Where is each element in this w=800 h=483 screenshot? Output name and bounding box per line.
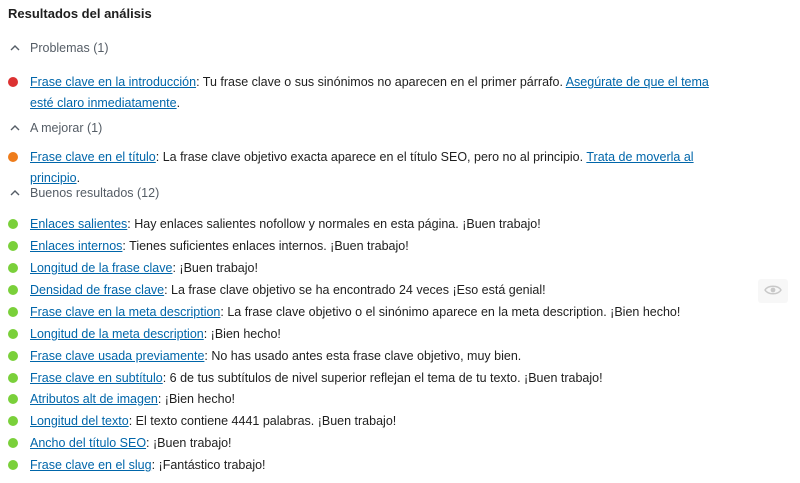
result-link[interactable]: Atributos alt de imagen [30, 392, 158, 406]
result-action-link[interactable]: Trata de moverla al principio [30, 150, 694, 185]
result-item [8, 324, 728, 345]
result-item [8, 302, 728, 323]
result-item [8, 258, 728, 279]
status-dot-icon [8, 307, 18, 317]
result-item [8, 214, 728, 235]
result-link[interactable]: Frase clave en la meta description [30, 305, 221, 319]
chevron-up-icon [8, 121, 22, 135]
section-toggle-0[interactable] [8, 38, 109, 58]
result-description: : ¡Buen trabajo! [146, 436, 232, 450]
result-link[interactable]: Enlaces internos [30, 239, 123, 253]
status-dot-icon [8, 241, 18, 251]
result-text [30, 258, 728, 279]
result-text [30, 411, 728, 432]
result-text [30, 433, 728, 454]
result-link[interactable]: Frase clave en subtítulo [30, 371, 163, 385]
result-item [8, 236, 728, 257]
result-description: : El texto contiene 4441 palabras. ¡Buen trabajo! [128, 414, 397, 428]
result-link[interactable]: Ancho del título SEO [30, 436, 147, 450]
result-link[interactable]: Frase clave en el título [30, 150, 156, 164]
chevron-up-icon [8, 186, 22, 200]
result-description: : ¡Fantástico trabajo! [151, 458, 266, 472]
status-dot-icon [8, 285, 18, 295]
result-item [8, 368, 728, 389]
result-item [8, 455, 728, 476]
result-description: : Tu frase clave o sus sinónimos no aparecen en el primer párrafo. [196, 75, 566, 89]
result-text [30, 455, 728, 476]
result-link[interactable]: Longitud de la frase clave [30, 261, 173, 275]
result-description: : Hay enlaces salientes nofollow y normales en esta página. ¡Buen trabajo! [127, 217, 541, 231]
section-label: Buenos resultados (12) [30, 186, 160, 200]
result-tail: . [76, 171, 81, 185]
result-description: : ¡Bien hecho! [157, 392, 235, 406]
result-item [8, 433, 728, 454]
section-label: Problemas (1) [30, 41, 109, 55]
result-text [30, 324, 728, 345]
status-dot-icon [8, 460, 18, 470]
result-description: : La frase clave objetivo exacta aparece en el título SEO, pero no al principio. [155, 150, 587, 164]
result-text [30, 389, 728, 410]
result-item [8, 389, 728, 410]
result-text [30, 368, 728, 389]
result-item [8, 280, 728, 301]
result-text [30, 214, 728, 235]
status-dot-icon [8, 263, 18, 273]
result-text [30, 236, 728, 257]
result-description: : La frase clave objetivo o el sinónimo aparece en la meta description. ¡Bien hecho! [220, 305, 681, 319]
result-description: : Tienes suficientes enlaces internos. ¡Buen trabajo! [122, 239, 409, 253]
section-label: A mejorar (1) [30, 121, 103, 135]
result-description: : No has usado antes esta frase clave objetivo, muy bien. [204, 349, 522, 363]
chevron-up-icon [8, 41, 22, 55]
result-link[interactable]: Frase clave en la introducción [30, 75, 197, 89]
eye-button[interactable] [758, 279, 788, 303]
status-dot-icon [8, 394, 18, 404]
result-item [8, 346, 728, 367]
result-description: : 6 de tus subtítulos de nivel superior reflejan el tema de tu texto. ¡Buen trabajo! [162, 371, 603, 385]
status-dot-icon [8, 329, 18, 339]
section-toggle-2[interactable] [8, 183, 159, 203]
status-dot-icon [8, 77, 18, 87]
result-text [30, 72, 728, 114]
results-heading: Resultados del análisis [8, 6, 152, 21]
result-action-link[interactable]: Asegúrate de que el tema esté claro inmediatamente [30, 75, 709, 110]
status-dot-icon [8, 373, 18, 383]
result-text [30, 346, 728, 367]
status-dot-icon [8, 351, 18, 361]
result-item [8, 411, 728, 432]
status-dot-icon [8, 219, 18, 229]
result-tail: . [176, 96, 181, 110]
result-description: : ¡Buen trabajo! [172, 261, 258, 275]
result-link[interactable]: Frase clave usada previamente [30, 349, 205, 363]
result-description: : ¡Bien hecho! [203, 327, 281, 341]
result-text [30, 280, 728, 301]
result-link[interactable]: Longitud del texto [30, 414, 129, 428]
result-link[interactable]: Frase clave en el slug [30, 458, 152, 472]
result-text [30, 302, 728, 323]
result-link[interactable]: Longitud de la meta description [30, 327, 204, 341]
result-item [8, 72, 728, 114]
eye-icon [764, 284, 782, 299]
result-link[interactable]: Enlaces salientes [30, 217, 128, 231]
result-link[interactable]: Densidad de frase clave [30, 283, 165, 297]
section-toggle-1[interactable] [8, 118, 102, 138]
status-dot-icon [8, 438, 18, 448]
status-dot-icon [8, 152, 18, 162]
result-description: : La frase clave objetivo se ha encontrado 24 veces ¡Eso está genial! [164, 283, 546, 297]
status-dot-icon [8, 416, 18, 426]
